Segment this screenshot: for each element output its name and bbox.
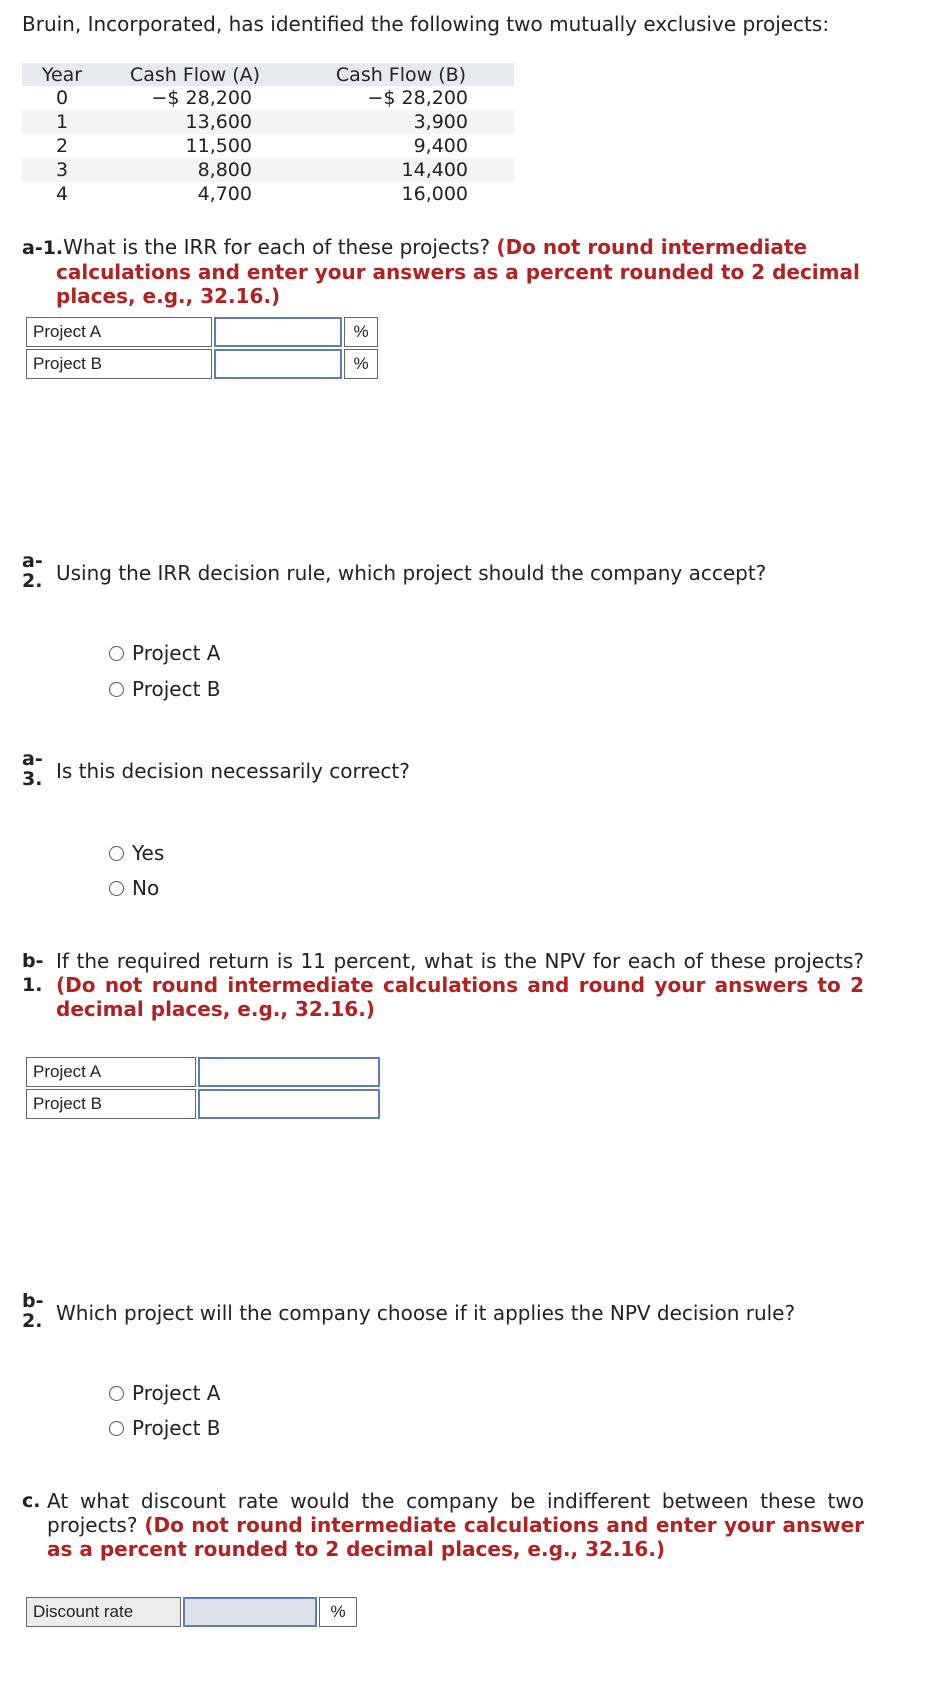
question-a1-instruction: (Do not round intermediate calculations and enter your answers as a percent rounded to 2 decimal places, e.g., 32.16.) (56, 235, 860, 308)
question-b2-label (22, 1291, 44, 1331)
question-a2-text: Using the IRR decision rule, which project should the company accept? (56, 561, 767, 585)
label-line: 2. (22, 1310, 43, 1332)
radio-a3-no[interactable] (109, 876, 159, 900)
question-c-body (47, 1489, 864, 1561)
radio-circle-icon[interactable] (109, 846, 124, 861)
table-row (22, 134, 514, 158)
radio-label: No (132, 876, 160, 900)
cash-flow-b-cell: −$ 28,200 (367, 87, 468, 109)
percent-unit: % (319, 1597, 357, 1627)
question-c-text: At what discount rate would the company be indifferent between these two projects? (47, 1489, 864, 1537)
radio-a3-yes[interactable] (109, 841, 164, 865)
radio-circle-icon[interactable] (109, 881, 124, 896)
answer-row-irr-b (26, 349, 378, 379)
answer-label: Project A (26, 317, 212, 347)
npv-project-b-input[interactable] (198, 1089, 380, 1119)
cash-flow-a-cell: 8,800 (102, 158, 288, 182)
cash-flow-b-cell: 14,400 (288, 158, 514, 182)
year-cell: 2 (55, 135, 69, 157)
question-b1-label (22, 949, 44, 997)
question-b1-text: If the required return is 11 percent, what is the NPV for each of these projects? (56, 949, 864, 973)
cash-flow-a-cell: 13,600 (102, 110, 288, 134)
label-line: 1. (22, 974, 43, 996)
irr-project-b-input[interactable] (214, 349, 342, 379)
percent-unit: % (344, 349, 378, 379)
cash-flow-a-cell: 11,500 (185, 135, 252, 157)
label-line: a- (22, 550, 43, 572)
question-a3-text: Is this decision necessarily correct? (56, 759, 410, 783)
year-cell: 4 (55, 183, 69, 205)
table-row (22, 182, 514, 206)
label-line: 3. (22, 768, 43, 790)
question-a1 (22, 235, 864, 308)
radio-label: Yes (132, 841, 165, 865)
answer-row-irr-a (26, 317, 378, 347)
radio-b2-project-b[interactable] (109, 1416, 221, 1440)
radio-circle-icon[interactable] (109, 646, 124, 661)
cash-flow-a-cell: 4,700 (197, 183, 252, 205)
question-a1-label: a-1. (22, 237, 64, 259)
npv-project-a-input[interactable] (198, 1057, 380, 1087)
year-cell: 0 (55, 87, 69, 109)
radio-label: Project B (132, 677, 221, 701)
header-cash-flow-a: Cash Flow (A) (102, 63, 288, 86)
question-c-instruction: (Do not round intermediate calculations and enter your answer as a percent rounded to 2 decimal places, e.g., 32.16.) (47, 1513, 864, 1561)
table-row (22, 158, 514, 182)
question-b2-text: Which project will the company choose if it applies the NPV decision rule? (56, 1301, 796, 1325)
cash-flow-b-cell: 9,400 (413, 135, 468, 157)
discount-rate-input[interactable] (183, 1597, 317, 1627)
answer-row-npv-b (26, 1089, 380, 1119)
irr-project-a-input[interactable] (214, 317, 342, 347)
question-b1-body (56, 949, 864, 1021)
problem-intro: Bruin, Incorporated, has identified the following two mutually exclusive projects: (22, 12, 830, 36)
cash-flow-a-cell: −$ 28,200 (151, 87, 252, 109)
question-a2-label (22, 551, 43, 591)
radio-b2-project-a[interactable] (109, 1381, 220, 1405)
radio-circle-icon[interactable] (109, 1421, 124, 1436)
year-cell: 3 (22, 158, 102, 182)
year-cell: 1 (22, 110, 102, 134)
answer-label: Project A (26, 1057, 196, 1087)
answer-row-discount-rate (26, 1597, 357, 1627)
cash-flow-b-cell: 3,900 (288, 110, 514, 134)
answer-label: Discount rate (26, 1597, 181, 1627)
label-line: 2. (22, 570, 43, 592)
radio-circle-icon[interactable] (109, 1386, 124, 1401)
radio-a2-project-b[interactable] (109, 677, 221, 701)
header-year: Year (22, 63, 102, 86)
cash-flow-table (22, 63, 514, 206)
table-row (22, 110, 514, 134)
radio-label: Project A (132, 641, 221, 665)
label-line: b- (22, 1290, 44, 1312)
label-line: a- (22, 748, 43, 770)
question-a1-text: What is the IRR for each of these projects? (63, 235, 497, 259)
percent-unit: % (344, 317, 378, 347)
question-c-label: c. (22, 1490, 41, 1512)
table-header-row (22, 63, 514, 86)
answer-row-npv-a (26, 1057, 380, 1087)
radio-a2-project-a[interactable] (109, 641, 220, 665)
answer-label: Project B (26, 349, 212, 379)
question-b1-instruction: (Do not round intermediate calculations and round your answers to 2 decimal places, e.g., 32.16.) (56, 973, 864, 1021)
question-a3-label (22, 749, 43, 789)
radio-label: Project B (132, 1416, 221, 1440)
cash-flow-b-cell: 16,000 (401, 183, 468, 205)
answer-label: Project B (26, 1089, 196, 1119)
header-cash-flow-b: Cash Flow (B) (288, 63, 514, 86)
table-row (22, 86, 514, 110)
label-line: b- (22, 950, 44, 972)
radio-label: Project A (132, 1381, 221, 1405)
radio-circle-icon[interactable] (109, 682, 124, 697)
